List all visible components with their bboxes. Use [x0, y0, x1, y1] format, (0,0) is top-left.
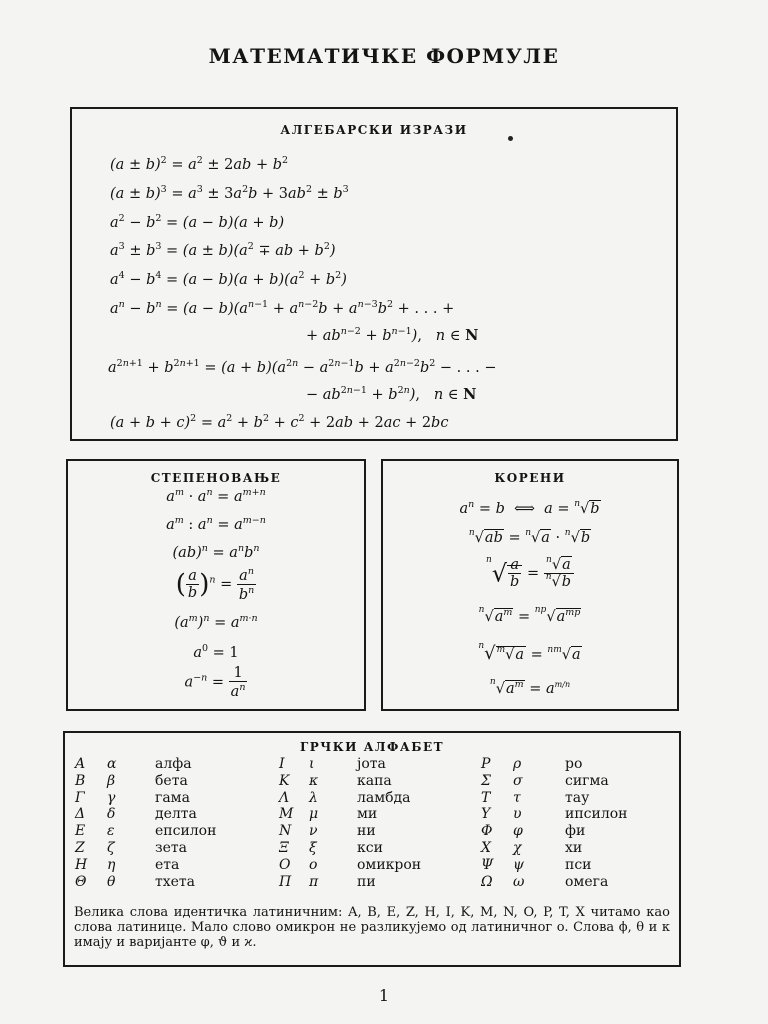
greek-lowercase: ο — [309, 856, 318, 873]
greek-letter-name: бета — [155, 772, 188, 789]
greek-uppercase: Β — [75, 772, 86, 789]
greek-lowercase: ζ — [107, 840, 115, 856]
greek-lowercase: ψ — [513, 856, 524, 873]
greek-lowercase: θ — [107, 873, 116, 890]
formula-root-definition: $a^n = b$ ⟺ a = $^n$√b — [459, 498, 600, 517]
greek-alphabet-title: ГРЧКИ АЛФАБЕТ — [299, 740, 445, 754]
formula-nested-root: $^n$√$^m$√a = $^{nm}$√a — [478, 641, 581, 664]
greek-uppercase: Ψ — [481, 856, 494, 873]
exponents-title: СТЕПЕНОВАЊЕ — [150, 471, 282, 485]
print-speck — [508, 136, 513, 141]
greek-letter-name: пси — [565, 856, 592, 873]
formula-sum-of-cubes: $a^3 \pm b^3 = (a \pm b)(a^2$ ∓ ab + $b^2$) — [110, 241, 336, 259]
greek-lowercase: π — [309, 873, 319, 890]
greek-letter-name: јота — [357, 756, 386, 772]
greek-letter-name: тхета — [155, 873, 196, 890]
greek-uppercase: Τ — [481, 789, 491, 806]
greek-letter-name: кси — [357, 840, 383, 856]
formula-difference-of-nth-powers-cont: + $ab^{n-2} + b^{n-1}$), n ∈ N — [306, 326, 479, 344]
greek-lowercase: σ — [513, 772, 523, 789]
formula-product-of-powers: $a^m \cdot a^n = a^{m+n}$ — [166, 487, 266, 505]
greek-lowercase: ρ — [513, 756, 522, 772]
formula-power-of-quotient: ( $\frac{a}{b}$ )$^n$ = $\frac{a^n}{b^n}$ — [175, 566, 255, 603]
formula-root-extension: $^n√a^m = ^{np}√a^{mp}$ — [478, 605, 581, 625]
greek-letter-name: зета — [155, 840, 188, 856]
greek-letter-name: гама — [155, 789, 190, 806]
greek-letter-name: ми — [357, 806, 378, 823]
greek-uppercase: Χ — [481, 840, 491, 856]
greek-lowercase: γ — [107, 789, 116, 806]
greek-uppercase: Ξ — [279, 840, 289, 856]
greek-letter-name: ни — [357, 823, 376, 840]
formula-negative-exponent: $a^{-n}$ = $\frac{1}{a^n}$ — [184, 665, 246, 700]
greek-uppercase: Λ — [279, 789, 290, 806]
formula-difference-of-nth-powers: $a^n - b^n = (a - b)(a^{n-1} + a^{n-2}b + a^{n-3}b^2$ + . . . + — [110, 299, 455, 317]
greek-lowercase: ε — [107, 823, 115, 840]
formula-difference-of-squares: $a^2 - b^2 = (a - b)(a + b)$ — [110, 213, 285, 231]
greek-uppercase: Π — [279, 873, 292, 890]
greek-letter-name: тау — [565, 789, 590, 806]
algebraic-expressions-title: АЛГЕБАРСКИ ИЗРАЗИ — [280, 123, 468, 137]
greek-letter-name: ипсилон — [565, 806, 628, 823]
greek-uppercase: Ω — [481, 873, 493, 890]
formula-difference-of-fourth-powers: $a^4 - b^4 = (a - b)(a + b)(a^2 + b^2)$ — [110, 270, 347, 288]
greek-uppercase: Α — [75, 756, 86, 772]
greek-alphabet-box — [63, 731, 681, 967]
greek-letter-name: епсилон — [155, 823, 217, 840]
greek-letter-name: ламбда — [357, 789, 411, 806]
greek-letter-name: капа — [357, 772, 392, 789]
greek-uppercase: Δ — [75, 806, 86, 823]
greek-lowercase: χ — [513, 840, 522, 856]
greek-lowercase: ξ — [309, 840, 317, 856]
formula-root-of-product: $^n$√ab = $^n$√a · $^n$√b — [468, 528, 591, 546]
greek-letter-name: алфа — [155, 756, 192, 772]
greek-lowercase: φ — [513, 823, 523, 840]
greek-lowercase: α — [107, 756, 117, 772]
formula-zero-exponent: $a^0 = 1$ — [193, 643, 239, 661]
greek-uppercase: Η — [75, 856, 88, 873]
greek-lowercase: η — [107, 856, 116, 873]
formula-power-of-power: $(a^m)^n = a^{m\cdot n}$ — [174, 613, 258, 631]
greek-uppercase: Κ — [279, 772, 290, 789]
greek-letter-name: омикрон — [357, 856, 422, 873]
exponents-box — [66, 459, 366, 711]
greek-letter-name: ета — [155, 856, 180, 873]
greek-lowercase: μ — [309, 806, 319, 823]
formula-sum-of-odd-powers-cont: − $ab^{2n-1} + b^{2n}$), n ∈ N — [306, 385, 477, 403]
greek-lowercase: ω — [513, 873, 525, 890]
greek-lowercase: υ — [513, 806, 522, 823]
greek-letter-name: омега — [565, 873, 609, 890]
greek-alphabet-note: Велика слова идентичка латиничним: A, B, E, Z, H, I, K, M, N, O, P, T, X читамо као слова латинице. Мало слово омикрон не разликујемо од латиничног o. Слова ϕ, θ и κ имају и варијанте φ, ϑ и ϰ. — [74, 905, 670, 950]
greek-lowercase: β — [107, 772, 116, 789]
formula-cube-of-sum: $(a \pm b)^3 = a^3 \pm 3a^2b + 3ab^2 \pm b^3$ — [110, 184, 349, 202]
formula-square-of-sum: $(a \pm b)^2 = a^2 \pm 2ab + b^2$ — [110, 155, 289, 173]
greek-uppercase: Ζ — [75, 840, 85, 856]
formula-root-of-quotient: $^n$√ $\frac{a}{b}$ = $\frac{^n√a}{^n√b}$ — [383, 557, 677, 590]
greek-letter-name: пи — [357, 873, 376, 890]
page-number: 1 — [378, 986, 390, 1005]
greek-uppercase: Σ — [481, 772, 491, 789]
formula-square-of-trinomial: $(a + b + c)^2 = a^2 + b^2 + c^2 + 2ab + 2ac + 2bc$ — [110, 413, 449, 431]
formula-power-of-product: $(ab)^n = a^nb^n$ — [172, 543, 260, 561]
greek-lowercase: κ — [309, 772, 319, 789]
greek-uppercase: Φ — [481, 823, 493, 840]
roots-title: КОРЕНИ — [494, 471, 566, 485]
formula-root-as-fraction-exponent: $^n√a^m = a^{m/n}$ — [489, 677, 571, 697]
greek-lowercase: λ — [309, 789, 318, 806]
greek-uppercase: Ο — [279, 856, 291, 873]
greek-lowercase: ν — [309, 823, 318, 840]
greek-letter-name: делта — [155, 806, 197, 823]
greek-lowercase: δ — [107, 806, 116, 823]
greek-uppercase: Ν — [279, 823, 292, 840]
greek-uppercase: Θ — [75, 873, 87, 890]
page-title: МАТЕМАТИЧКЕ ФОРМУЛЕ — [208, 44, 560, 68]
greek-letter-name: ро — [565, 756, 583, 772]
greek-letter-name: сигма — [565, 772, 609, 789]
greek-uppercase: Μ — [279, 806, 294, 823]
greek-uppercase: Ι — [279, 756, 285, 772]
greek-uppercase: Υ — [481, 806, 491, 823]
greek-uppercase: Ε — [75, 823, 86, 840]
greek-uppercase: Ρ — [481, 756, 491, 772]
algebraic-expressions-box — [70, 107, 678, 441]
greek-lowercase: τ — [513, 789, 521, 806]
greek-letter-name: фи — [565, 823, 586, 840]
formula-quotient-of-powers: $a^m$ : $a^n = a^{m-n}$ — [166, 515, 266, 533]
greek-letter-name: хи — [565, 840, 583, 856]
greek-lowercase: ι — [309, 756, 315, 772]
formula-sum-of-odd-powers: $a^{2n+1} + b^{2n+1} = (a + b)(a^{2n} - a^{2n-1}b + a^{2n-2}b^2$ − . . . − — [108, 358, 497, 376]
roots-box — [381, 459, 679, 711]
greek-uppercase: Γ — [75, 789, 85, 806]
